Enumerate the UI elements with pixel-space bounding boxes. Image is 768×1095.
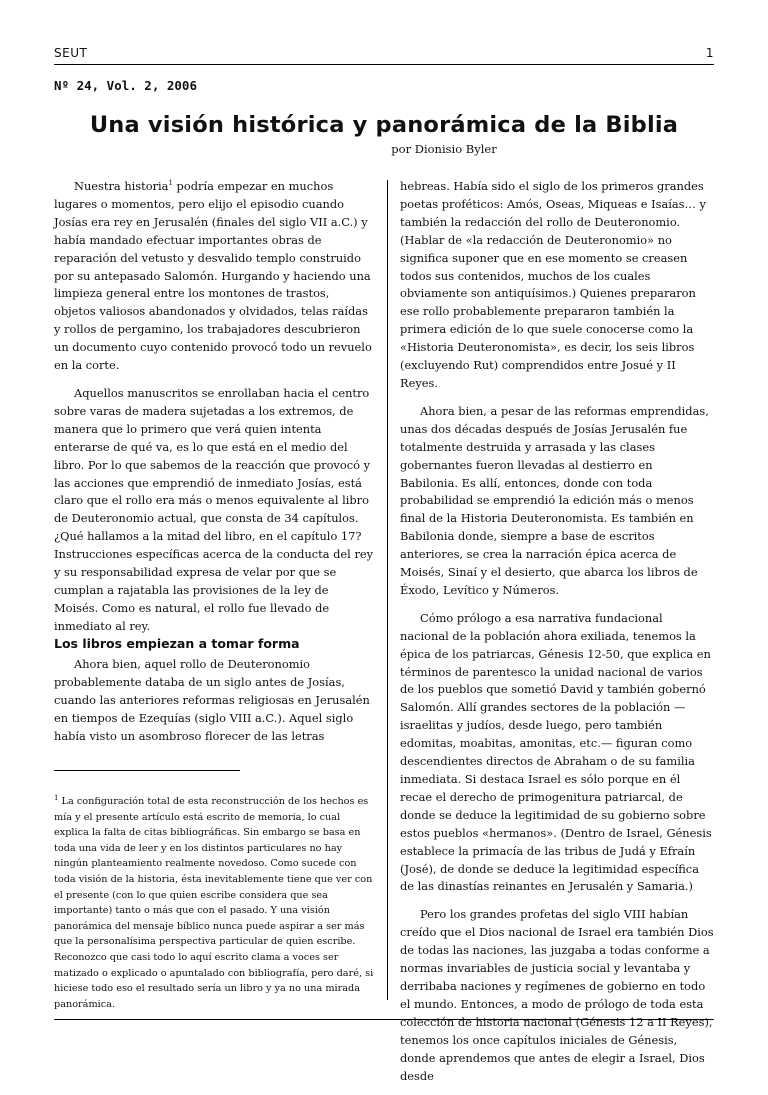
left-column-continued <box>54 656 374 756</box>
column-divider <box>387 180 388 1000</box>
footnote-text: La configuración total de esta reconstrucción de los hechos es mía y el presente artículo está escrito de memoria, lo cual explica la falta de citas bibliográficas. Sin embargo se basa en toda una vida de leer y en los distintos particulares no hay ningún planteamiento realmente novedoso. Como sucede con toda visión de la historia, ésta inevitablemente tiene que ver con el presente (con lo que quien escribe considera que sea importante) tanto o más que con el pasado. Y una visión panorámica del mensaje bíblico nunca puede aspirar a ser más que la personalísima perspectiva particular de quien escribe. Reconozco que casi todo lo aquí escrito clama a voces ser matizado o explicado o apuntalado con bibliografía, pero daré, si hiciese todo eso el resultado sería un libro y ya no una mirada panorámica. <box>54 796 374 1010</box>
paragraph-5: Ahora bien, a pesar de las reformas emprendidas, unas dos décadas después de Josías Jerusalén fue totalmente destruida y arrasada y las clases gobernantes fueron llevadas al destierro en Babilonia. Es allí, entonces, donde con toda probabilidad se emprendió la edición más o menos final de la Historia Deuteronomista. Es también en Babilonia donde, siempre a base de escritos anteriores, se crea la narración épica acerca de Moisés, Sinaí y el desierto, que abarca los libros de Éxodo, Levítico y Números. <box>400 403 709 597</box>
paragraph-1: Nuestra historia$^1$ podría empezar en muchos lugares o momentos, pero elijo el episodio cuando Josías era rey en Jerusalén (finales del siglo VII a.C.) y había mandado efectuar importantes obras de reparación del vetusto y desvalido templo construido por su antepasado Salomón. Hurgando y haciendo una limpieza general entre los montones de trastos, objetos valiosos abandonados y olvidados, telas raídas y rollos de pergamino, los trabajadores descubrieron un documento cuyo contenido provocó todo un revuelo en la corte. <box>54 179 372 373</box>
footnote <box>54 794 374 1012</box>
paragraph-6: Cómo prólogo a esa narrativa fundacional nacional de la población ahora exiliada, tenemos la épica de los patriarcas, Génesis 12-50, que explica en términos de parentesco la unidad nacional de varios de los pueblos que sometió David y también gobernó Salomón. Allí grandes sectores de la población —israelitas y judíos, desde luego, pero también edomitas, moabitas, amonitas, etc.— figuran como descendientes directos de Abraham o de su familia inmediata. Si destaca Israel es sólo porque en él recae el derecho de primogenitura patriarcal, de donde se deduce la legitimidad de su gobierno sobre estos pueblos «hermanos». (Dentro de Israel, Génesis establece la primacía de las tribus de Judá y Efraín (José), de donde se deduce la legitimidad específica de las dinastías reinantes en Jerusalén y Samaria.) <box>400 610 712 894</box>
article-title: Una visión histórica y panorámica de la Biblia <box>89 112 679 138</box>
paragraph-3: Ahora bien, aquel rollo de Deuteronomio probablemente databa de un siglo antes de Josías, cuando las anteriores reformas religiosas en Jerusalén en tiempos de Ezequías (siglo VIII a.C.). Aquel siglo había visto un asombroso florecer de las letras <box>54 657 370 743</box>
left-column <box>54 178 374 646</box>
footnote-marker: 1 <box>54 793 59 802</box>
footnote-divider <box>54 770 240 771</box>
paragraph-7: Pero los grandes profetas del siglo VIII habían creído que el Dios nacional de Israel era también Dios de todas las naciones, las juzgaba a todas conforme a normas invariables de justicia social y levantaba y derribaba naciones y regímenes de gobierno en todo el mundo. Entonces, a modo de prólogo de toda esta colección de historia nacional (Génesis 12 a II Reyes), tenemos los once capítulos iniciales de Génesis, donde aprendemos que antes de elegir a Israel, Dios desde <box>400 907 714 1083</box>
journal-name: SEUT <box>54 46 88 60</box>
section-heading: Los libros empiezan a tomar forma <box>54 636 300 651</box>
page-number: 1 <box>705 46 714 60</box>
right-column <box>400 178 714 1095</box>
issue-info: Nº 24, Vol. 2, 2006 <box>54 78 197 93</box>
footnote-ref[interactable]: 1 <box>168 179 173 188</box>
header-divider <box>54 64 714 65</box>
paragraph-2: Aquellos manuscritos se enrollaban hacia el centro sobre varas de madera sujetadas a los extremos, de manera que lo primero que verá quien intenta enterarse de qué va, es lo que está en el medio del libro. Por lo que sabemos de la reacción que provocó y las acciones que emprendió de inmediato Josías, está claro que el rollo era más o menos equivalente al libro de Deuteronomio actual, que consta de 34 capítulos. ¿Qué hallamos a la mitad del libro, en el capítulo 17? Instrucciones específicas acerca de la conducta del rey y su responsabilidad expresa de velar por que se cumplan a rajatabla las provisiones de la ley de Moisés. Como es natural, el rollo fue llevado de inmediato al rey. <box>54 385 374 633</box>
footer-divider <box>54 1019 714 1020</box>
paragraph-4: hebreas. Había sido el siglo de los primeros grandes poetas proféticos: Amós, Oseas, Miqueas e Isaías… y también la redacción del rollo de Deuteronomio. (Hablar de «la redacción de Deuteronomio» no significa suponer que en ese momento se creasen todos sus contenidos, muchos de los cuales obviamente son antiquísimos.) Quienes prepararon ese rollo probablemente prepararon también la primera edición de lo que suele conocerse como la «Historia Deuteronomista», es decir, los seis libros (excluyendo Rut) comprendidos entre Josué y II Reyes. <box>400 179 706 390</box>
article-byline: por Dionisio Byler <box>391 142 497 156</box>
